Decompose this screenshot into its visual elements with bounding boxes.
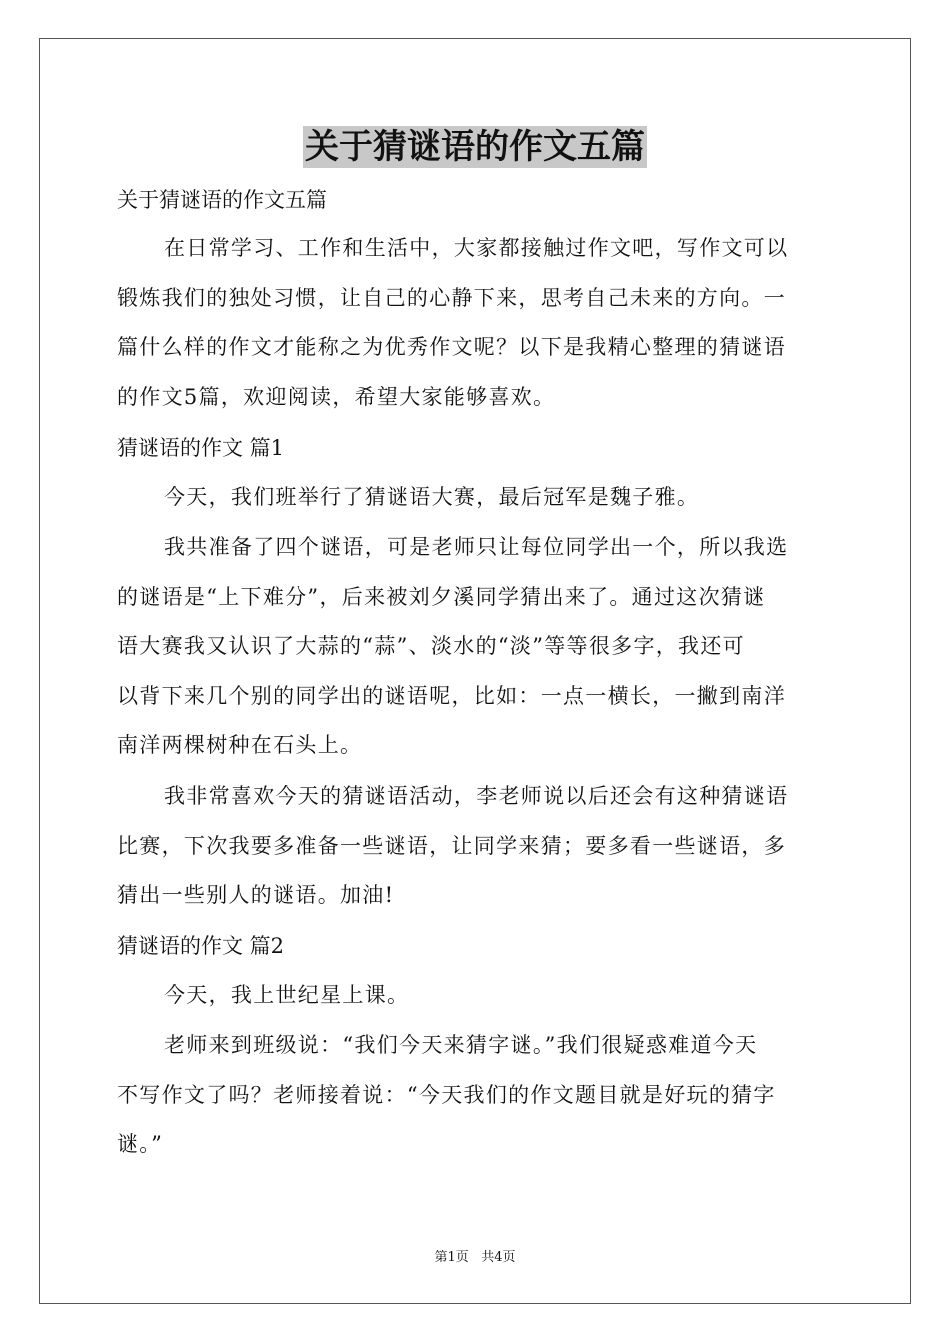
text-line: 比赛，下次我要多准备一些谜语，让同学来猜；要多看一些谜语，多	[117, 833, 786, 858]
section-heading: 猜谜语的作文 篇1	[117, 436, 285, 460]
text-line: 今天，我上世纪星上课。	[164, 983, 410, 1007]
text-line: 的作文5篇，欢迎阅读，希望大家能够喜欢。	[117, 384, 556, 409]
text-line: 今天，我们班举行了猜谜语大赛，最后冠军是魏子雅。	[164, 485, 700, 509]
text-line: 我非常喜欢今天的猜谜语活动，李老师说以后还会有这种猜谜语	[164, 784, 789, 808]
text-line: 我共准备了四个谜语，可是老师只让每位同学出一个，所以我选	[164, 535, 789, 559]
section-heading: 猜谜语的作文 篇2	[117, 934, 285, 958]
text-line: 南洋两棵树种在石头上。	[117, 733, 363, 757]
text-line: 的谜语是“上下难分”，后来被刘夕溪同学猜出来了。通过这次猜谜	[117, 584, 766, 609]
section-2-paragraph-1	[117, 971, 833, 1021]
title-container	[0, 126, 950, 168]
text-line: 谜。”	[117, 1132, 164, 1156]
text-line: 不写作文了吗？老师接着说：“今天我们的作文题目就是好玩的猜字	[117, 1082, 776, 1107]
section-2-paragraph-2	[117, 1021, 833, 1170]
text-line: 锻炼我们的独处习惯，让自己的心静下来，思考自己未来的方向。一	[117, 285, 786, 310]
page-total: 共4页	[481, 1250, 516, 1265]
text-line: 老师来到班级说：“我们今天来猜字谜。”我们很疑惑难道今天	[164, 1033, 758, 1057]
text-line: 篇什么样的作文才能称之为优秀作文呢？以下是我精心整理的猜谜语	[117, 335, 786, 359]
section-1-paragraph-2	[117, 523, 833, 771]
text-line: 以背下来几个别的同学出的谜语呢，比如：一点一横长，一撇到南洋	[117, 683, 786, 708]
document-subtitle: 关于猜谜语的作文五篇	[117, 188, 327, 212]
section-1-paragraph-3	[117, 772, 833, 921]
section-1-paragraph-1	[117, 473, 833, 523]
text-line: 语大赛我又认识了大蒜的“蒜”、淡水的“淡”等等很多字，我还可	[117, 634, 745, 658]
page-number: 第1页	[434, 1250, 469, 1265]
text-line: 猜出一些别人的谜语。加油!	[117, 883, 395, 907]
document-title: 关于猜谜语的作文五篇	[305, 127, 645, 167]
intro-paragraph	[117, 224, 833, 422]
page-footer	[0, 1246, 950, 1265]
text-line: 在日常学习、工作和生活中，大家都接触过作文吧，写作文可以	[164, 236, 789, 260]
